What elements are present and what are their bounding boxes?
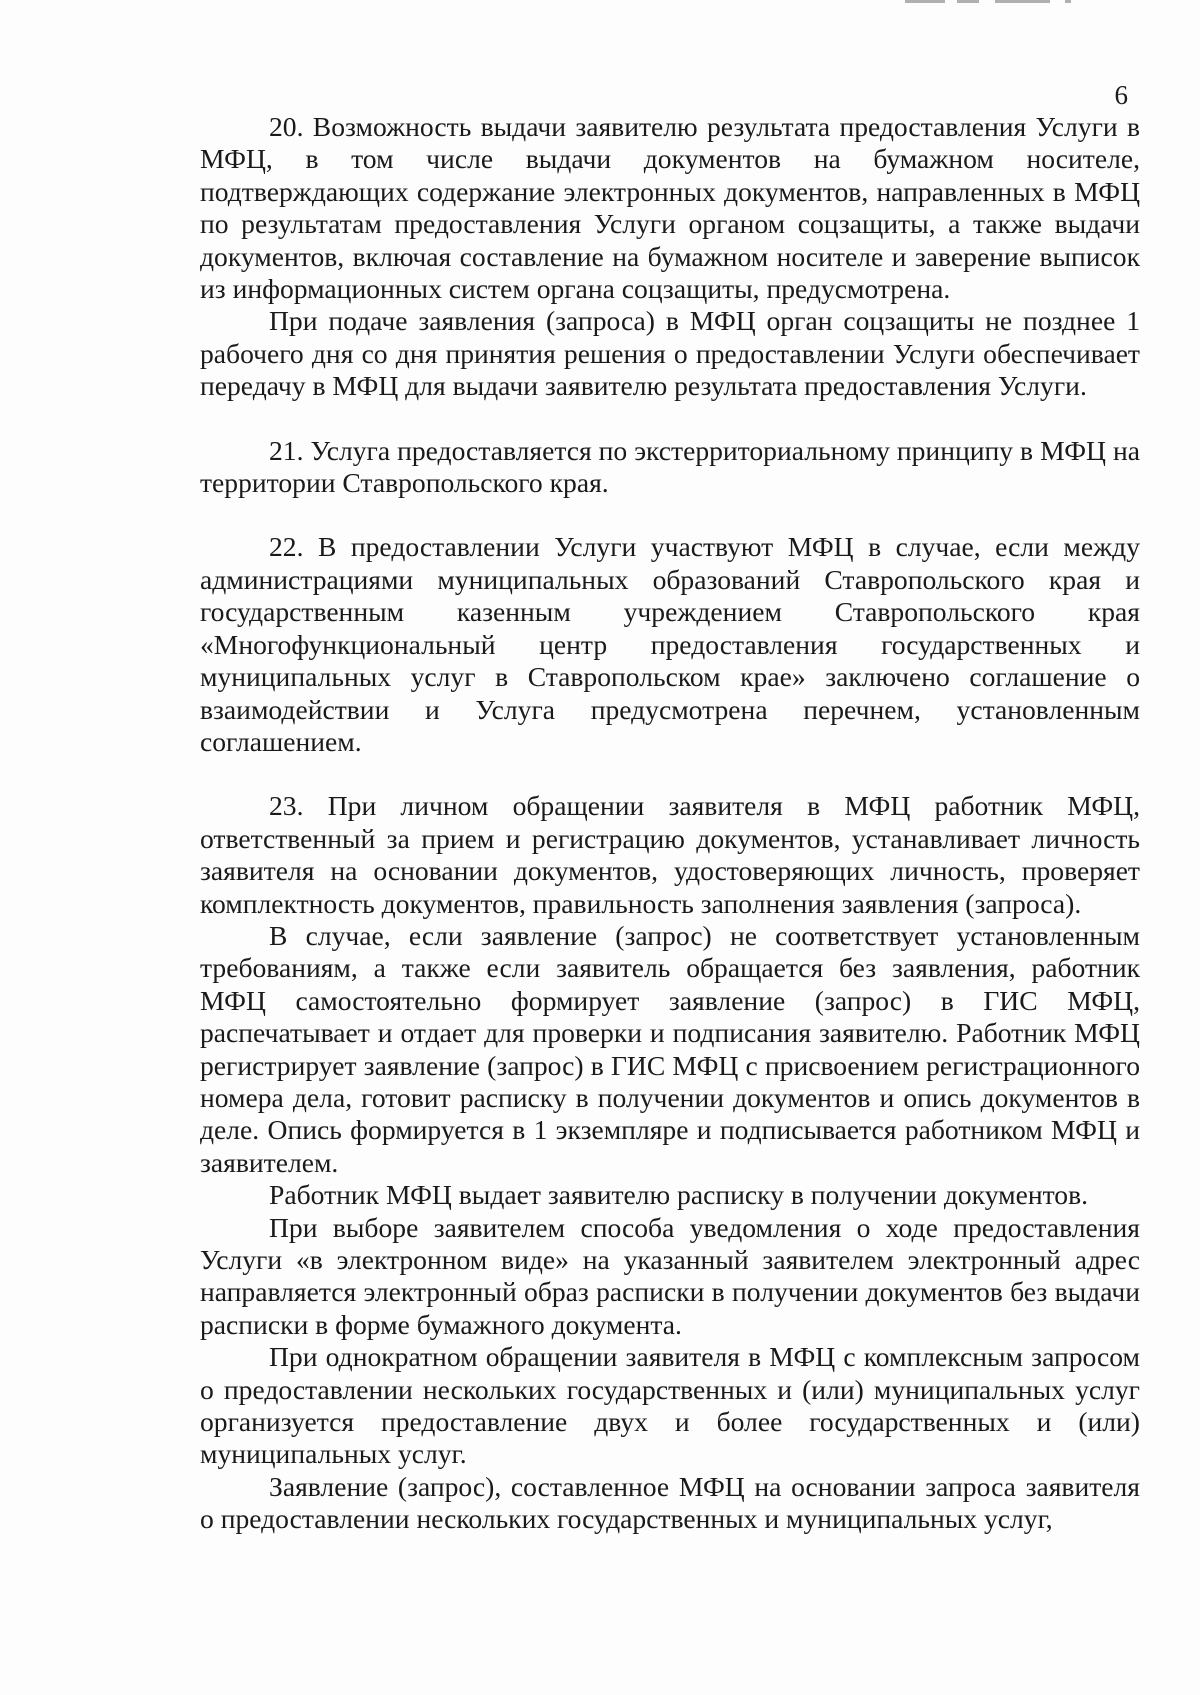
paragraph-23-complex: При однократном обращении заявителя в МФЦ с комплексным запросом о предоставлении нескольких государственных и (или) муниципальных услуг организуется предоставление двух и более государственных и (или) муниципальных услуг.	[200, 1341, 1140, 1470]
paragraph-20: 20. Возможность выдачи заявителю результата предоставления Услуги в МФЦ, в том числе выдачи документов на бумажном носителе, подтверждающих содержание электронных документов, направленных в МФЦ по результатам предоставления Услуги органом соцзащиты, а также выдачи документов, включая составление на бумажном носителе и заверение выписок из информационных систем органа соцзащиты, предусмотрена.	[200, 111, 1140, 305]
page-number: 6	[1114, 80, 1128, 110]
paragraph-23-statement: Заявление (запрос), составленное МФЦ на основании запроса заявителя о предоставлении нескольких государственных и муниципальных услуг,	[200, 1470, 1140, 1535]
paragraph-21: 21. Услуга предоставляется по экстерриториальному принципу в МФЦ на территории Ставропольского края.	[200, 434, 1140, 499]
paragraph-23-electronic: При выборе заявителем способа уведомления о ходе предоставления Услуги «в электронном виде» на указанный заявителем электронный адрес направляется электронный образ расписки в получении документов без выдачи расписки в форме бумажного документа.	[200, 1211, 1140, 1340]
document-body	[200, 111, 1140, 1536]
scan-artifact	[905, 0, 1075, 6]
paragraph-23-case: В случае, если заявление (запрос) не соответствует установленным требованиям, а также если заявитель обращается без заявления, работник МФЦ самостоятельно формирует заявление (запрос) в ГИС МФЦ, распечатывает и отдает для проверки и подписания заявителю. Работник МФЦ регистрирует заявление (запрос) в ГИС МФЦ с присвоением регистрационного номера дела, готовит расписку в получении документов и опись документов в деле. Опись формируется в 1 экземпляре и подписывается работником МФЦ и заявителем.	[200, 919, 1140, 1178]
paragraph-22: 22. В предоставлении Услуги участвуют МФЦ в случае, если между администрациями муниципальных образований Ставропольского края и государственным казенным учреждением Ставропольского края «Многофункциональный центр предоставления государственных и муниципальных услуг в Ставропольском крае» заключено соглашение о взаимодействии и Услуга предусмотрена перечнем, установленным соглашением.	[200, 531, 1140, 757]
paragraph-23-receipt: Работник МФЦ выдает заявителю расписку в получении документов.	[269, 1179, 1089, 1211]
paragraph-20-cont: При подаче заявления (запроса) в МФЦ орган соцзащиты не позднее 1 рабочего дня со дня принятия решения о предоставлении Услуги обеспечивает передачу в МФЦ для выдачи заявителю результата предоставления Услуги.	[200, 305, 1140, 402]
paragraph-23: 23. При личном обращении заявителя в МФЦ работник МФЦ, ответственный за прием и регистрацию документов, устанавливает личность заявителя на основании документов, удостоверяющих личность, проверяет комплектность документов, правильность заполнения заявления (запроса).	[200, 790, 1140, 919]
